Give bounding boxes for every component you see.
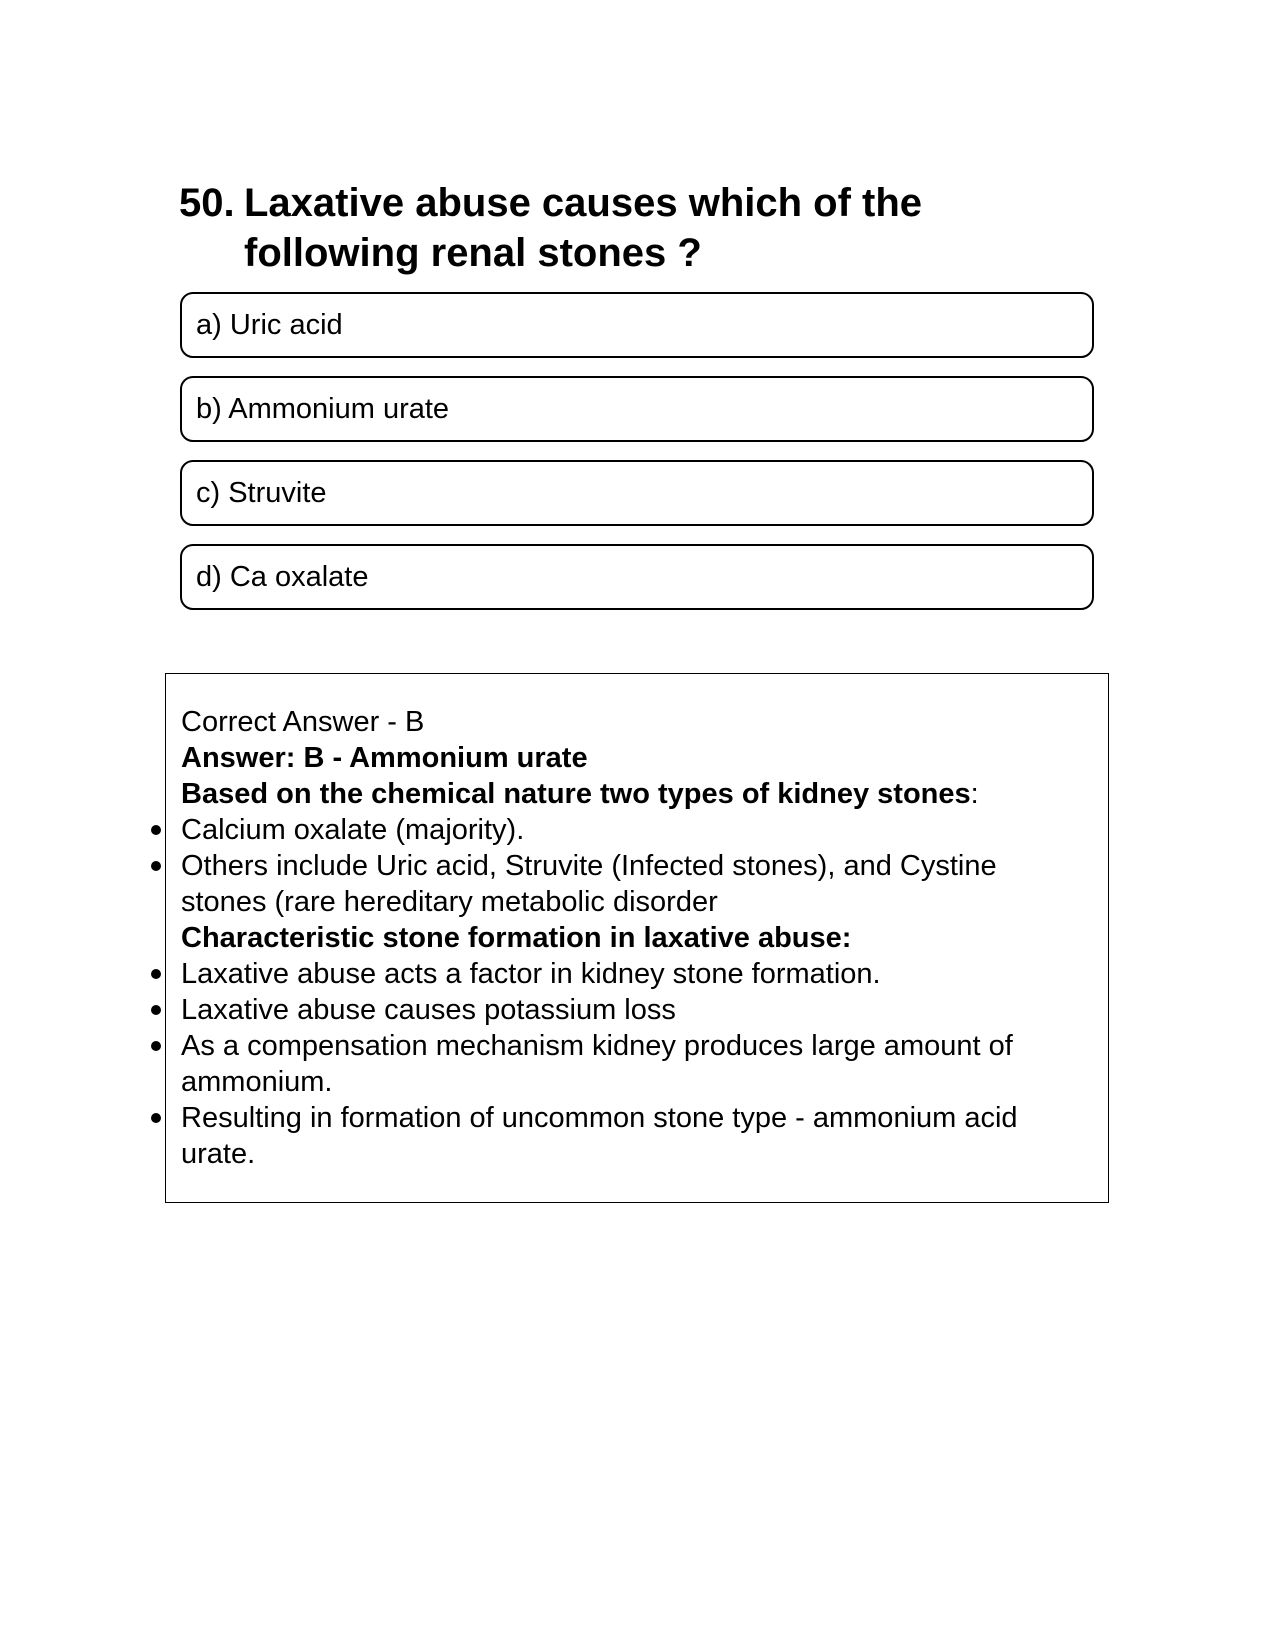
- question-text: Laxative abuse causes which of the following renal stones ?: [244, 181, 923, 275]
- correct-answer-line: Correct Answer - B: [181, 706, 425, 738]
- list-item: Others include Uric acid, Struvite (Infected stones), and Cystine stones (rare hereditary metabolic disorder: [181, 848, 1081, 920]
- question-heading: [179, 178, 1079, 278]
- stone-types-heading-colon: :: [970, 778, 979, 810]
- answer-line: Answer: B - Ammonium urate: [181, 742, 588, 774]
- option-d[interactable]: d) Ca oxalate: [180, 544, 1094, 610]
- question-number: 50.: [179, 181, 235, 225]
- list-item: Resulting in formation of uncommon stone type - ammonium acid urate.: [181, 1100, 1081, 1172]
- stone-types-heading: [181, 776, 1081, 812]
- list-item: Calcium oxalate (majority).: [181, 812, 1081, 848]
- list-item: Laxative abuse causes potassium loss: [181, 992, 1081, 1028]
- laxative-heading: Characteristic stone formation in laxative abuse:: [181, 922, 852, 954]
- option-b[interactable]: b) Ammonium urate: [180, 376, 1094, 442]
- list-item: As a compensation mechanism kidney produces large amount of ammonium.: [181, 1028, 1081, 1100]
- list-item: Laxative abuse acts a factor in kidney stone formation.: [181, 956, 1081, 992]
- stone-types-heading-text: Based on the chemical nature two types of kidney stones: [181, 778, 971, 810]
- option-c[interactable]: c) Struvite: [180, 460, 1094, 526]
- answer-explanation: [181, 704, 1081, 1172]
- option-a[interactable]: a) Uric acid: [180, 292, 1094, 358]
